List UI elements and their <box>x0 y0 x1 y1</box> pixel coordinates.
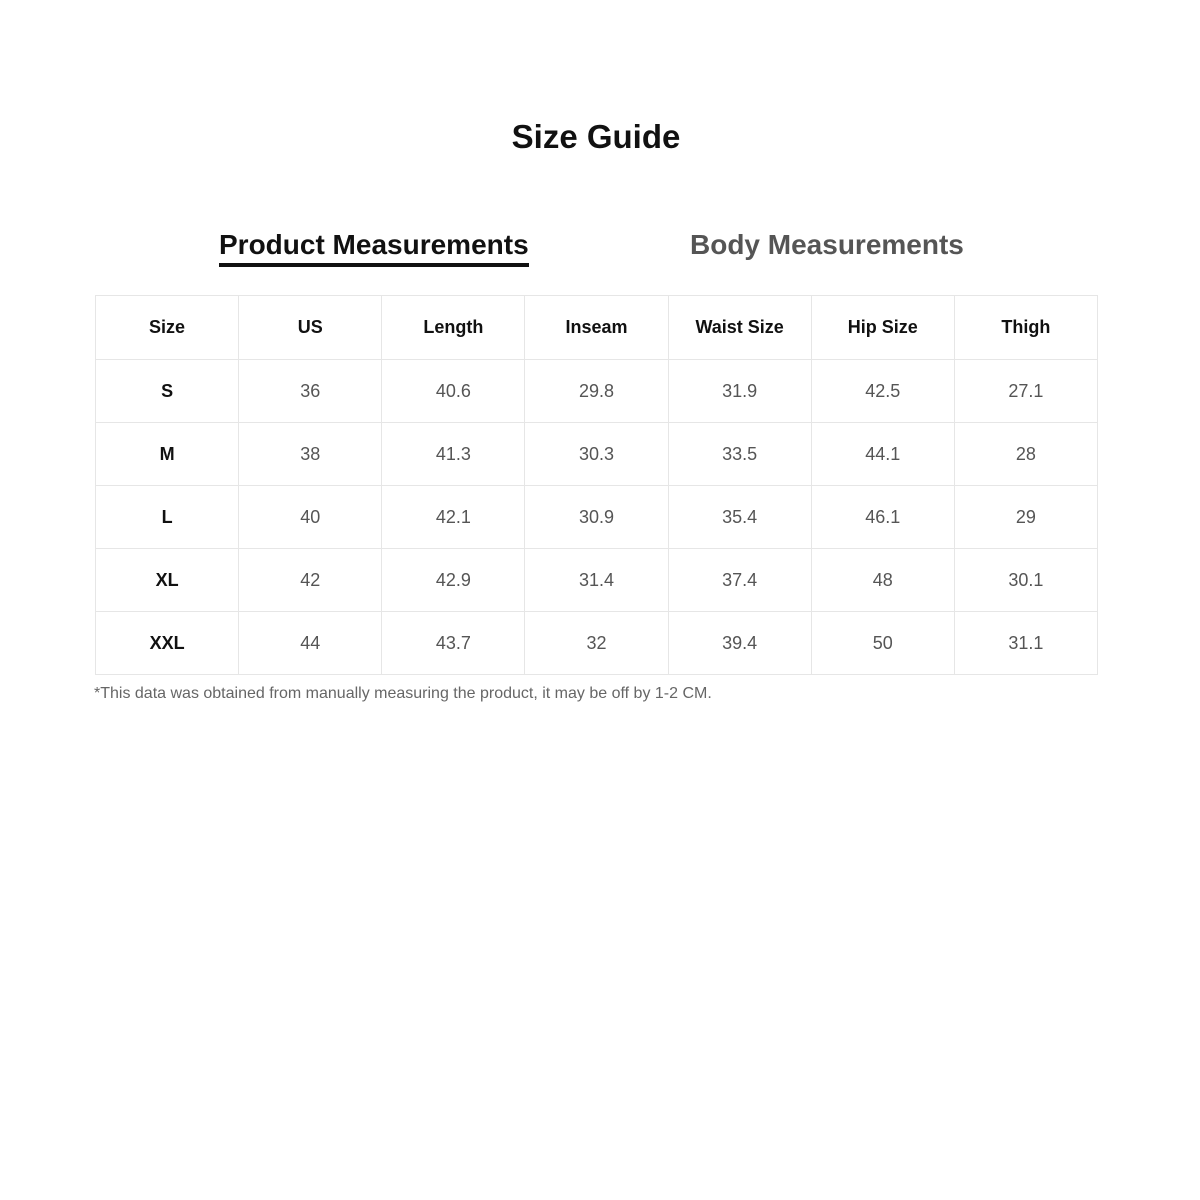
size-cell: M <box>96 423 239 486</box>
tab-body-measurements[interactable]: Body Measurements <box>690 229 964 260</box>
column-header: US <box>239 296 382 360</box>
size-cell: XL <box>96 549 239 612</box>
table-cell: 35.4 <box>668 486 811 549</box>
column-header: Hip Size <box>811 296 954 360</box>
column-header: Inseam <box>525 296 668 360</box>
table-row <box>96 549 1098 612</box>
table-cell: 48 <box>811 549 954 612</box>
table-cell: 41.3 <box>382 423 525 486</box>
tab-product-measurements[interactable]: Product Measurements <box>219 229 529 267</box>
table-cell: 38 <box>239 423 382 486</box>
table-cell: 42.1 <box>382 486 525 549</box>
table-cell: 29.8 <box>525 360 668 423</box>
table-cell: 40.6 <box>382 360 525 423</box>
size-table <box>95 295 1098 675</box>
table-cell: 28 <box>954 423 1097 486</box>
column-header: Length <box>382 296 525 360</box>
table-cell: 42.5 <box>811 360 954 423</box>
table-row <box>96 612 1098 675</box>
table-header-row <box>96 296 1098 360</box>
table-row <box>96 360 1098 423</box>
column-header: Thigh <box>954 296 1097 360</box>
table-cell: 29 <box>954 486 1097 549</box>
table-cell: 44.1 <box>811 423 954 486</box>
size-cell: L <box>96 486 239 549</box>
table-cell: 44 <box>239 612 382 675</box>
column-header: Size <box>96 296 239 360</box>
table-cell: 42 <box>239 549 382 612</box>
page-title: Size Guide <box>511 118 681 155</box>
table-cell: 31.4 <box>525 549 668 612</box>
table-cell: 39.4 <box>668 612 811 675</box>
table-cell: 30.3 <box>525 423 668 486</box>
table-cell: 46.1 <box>811 486 954 549</box>
table-cell: 33.5 <box>668 423 811 486</box>
table-cell: 31.1 <box>954 612 1097 675</box>
measurement-note: *This data was obtained from manually measuring the product, it may be off by 1-2 CM. <box>94 685 712 702</box>
table-cell: 32 <box>525 612 668 675</box>
table-row <box>96 486 1098 549</box>
table-cell: 36 <box>239 360 382 423</box>
table-cell: 27.1 <box>954 360 1097 423</box>
size-cell: XXL <box>96 612 239 675</box>
table-row <box>96 423 1098 486</box>
size-cell: S <box>96 360 239 423</box>
table-cell: 31.9 <box>668 360 811 423</box>
table-cell: 30.1 <box>954 549 1097 612</box>
table-cell: 43.7 <box>382 612 525 675</box>
column-header: Waist Size <box>668 296 811 360</box>
table-cell: 40 <box>239 486 382 549</box>
table-cell: 50 <box>811 612 954 675</box>
table-cell: 42.9 <box>382 549 525 612</box>
table-cell: 30.9 <box>525 486 668 549</box>
table-cell: 37.4 <box>668 549 811 612</box>
